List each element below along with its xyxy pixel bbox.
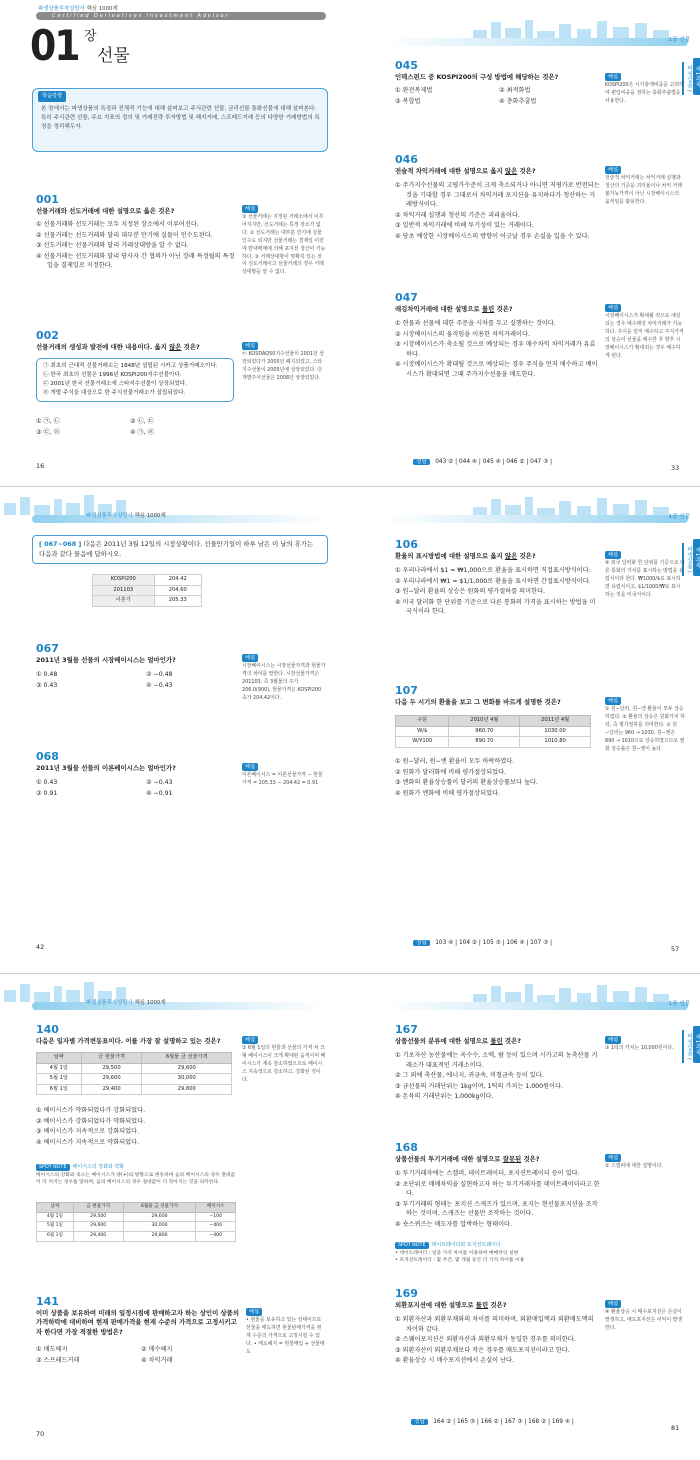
- option: ③ ㉢, ㉣: [36, 428, 60, 436]
- explanation-text: 시장베이시스가 확대될 것으로 예상되는 경우 매수래깅 차익거래가 가능하다. 주식을 먼저 매수하고 주식가격의 상승이 선물을 매수한 후 향후 시장베이시스가 확대되는 경우 매수하게 된다.: [605, 313, 684, 359]
- option: ① 완전복제법: [395, 87, 433, 94]
- option: ② 우리나라에서 ₩1 = $1/1,000로 환율을 표시하면 간접표시방식이다.: [395, 577, 591, 585]
- header-tag: 파생상품투자상담사 핵심 1000제: [86, 1000, 166, 1006]
- option: ① 외환자산과 외환부채와의 차이를 의미하며, 외환매입액과 외환매도액의 차이와 같다.: [395, 1316, 594, 1333]
- page-16: [0, 0, 350, 485]
- option: ④ −0.91: [146, 789, 173, 797]
- option: ④ 미국 달러화 한 단위를 기준으로 다른 통화의 가격을 표시하는 방법을 미국식이라 한다.: [395, 598, 596, 616]
- spot-note-title: 데이트레이더와 포지션트레이더: [431, 1242, 501, 1248]
- option: ③ 0.43: [36, 681, 58, 689]
- option: ② 초단위로 매매차익을 실현하고자 하는 투기거래자를 데이트레이더라고 한다.: [395, 1180, 600, 1198]
- option: ④ 원화가 엔화에 비해 평가절상되었다.: [395, 789, 501, 797]
- spot-note-label: SPOT NOTE: [395, 1242, 429, 1249]
- study-direction-text: 본 장에서는 파생상품의 특징과 전체적 기능에 대해 살펴보고 주식관련 선물, 금리선물 통화선물에 대해 살펴본다. 특히 주식관련 선물, 주요 지표의 정의 및 거래전략 투자방법 및 헤지거래, 스프레드거래 등의 다양한 거래방법의 특징을 정리해두자.: [41, 106, 320, 131]
- question-text: 상품선물의 투기거래에 대한 설명으로 잘못된 것은?: [395, 1155, 540, 1163]
- explanation-text: ① 선물거래는 지정된 거래소에서 이루어지지만, 선도거래는 특정 장소가 없다. ② 선도거래는 대부분 만기에 실물인수도 되지만 선물거래는 결제일 이전에 반대매매에 의해 포지션 청산이 가능하다. ③ 거래상대방이 명확히 있는 것이 선도거래이고 선물거래의 경우 거래상대방을 알 수 없다.: [242, 214, 326, 276]
- option: ① 주가지수선물의 고평가수준이 크게 축소되거나 아니면 저평가로 반전되는 것을 기대할 경우 그대로서 차익거래 포지션을 유지하다가 청산하는 거래방식이다.: [395, 182, 600, 209]
- option: ① 선물거래와 선도거래는 모두 지정된 장소에서 이루어진다.: [36, 221, 199, 228]
- explanation: [605, 551, 685, 600]
- explanation-text: ① 원−달러, 원−엔 환율이 모두 상승하였다. ② 환율의 상승은 원화가치 하락, 즉 평가절하를 의미한다. ③ 원−달러는 960 → 1030, 원−엔은 890 → 1010으로 상승하였으므로 엔화 상승률은 원−엔이 높다.: [605, 706, 685, 752]
- option: ② −0.43: [146, 779, 173, 786]
- top-bar: [32, 1002, 328, 1010]
- options-list: [395, 1315, 600, 1367]
- explanation-text: ④ 환율상승 시 매수포지션은 손실이 발생하고, 매도포지션은 이익이 발생한다.: [605, 1309, 683, 1331]
- answer-list: 164 ② | 165 ③ | 166 ② | 167 ③ | 168 ② | 169 ④ |: [433, 1419, 574, 1425]
- side-tab-section: 파생상품 I: [682, 1030, 692, 1063]
- side-tab-subject: 제1과목: [693, 1026, 700, 1063]
- question-number: 001: [36, 193, 59, 206]
- spot-note: [36, 1164, 236, 1187]
- explanation: [242, 763, 326, 788]
- side-tab-section: 파생상품 I: [682, 62, 692, 95]
- chapter-label: 1장 선물: [668, 514, 690, 520]
- option: ③ 복합법: [395, 97, 421, 105]
- question-text: 래깅차익거래에 대한 설명으로 틀린 것은?: [395, 305, 513, 313]
- side-tab-section: 파생상품 I: [682, 543, 692, 576]
- spot-note-line: • 데이트레이더 : 일중 가격 차이를 이용하여 매매차익 실현: [395, 1250, 519, 1256]
- explanation-label: 해설: [605, 697, 621, 705]
- explanation-text: • 현물을 보유하고 있는 상태이므로 선물을 매도하면 현물판매가격을 현재 수준의 가격으로 고정시킬 수 있다. • 매도헤지 = 현물매입 + 선물매도: [246, 1317, 325, 1355]
- answer-list: 043 ② | 044 ④ | 045 ④ | 046 ② | 047 ③ |: [435, 459, 553, 465]
- price-table: 날짜 금 현물가격 6월물 금 선물가격 4월 1일 29,500 29,600 5월 1일 29,600 30,000 6월 1일 29,400 29,800: [36, 1052, 232, 1095]
- page-33: [353, 0, 700, 485]
- option: ① 원−달러, 원−엔 환율이 모두 하락하였다.: [395, 758, 515, 765]
- question-text: 외환포지션에 대한 설명으로 틀린 것은?: [395, 1301, 507, 1309]
- header-tag: 파생상품투자상담사 핵심 1000제: [38, 6, 118, 12]
- skyline-decoration: [4, 980, 144, 1002]
- options-grid: [395, 87, 595, 107]
- option: ③ 일반적 차익거래에 비해 투기성이 있는 거래이다.: [395, 222, 534, 230]
- question-number: 047: [395, 291, 418, 304]
- option: ④ 돈육의 거래단위는 1,000kg이다.: [395, 1093, 494, 1101]
- options-list: [395, 1051, 600, 1103]
- question-text: 선물거래의 생성과 발전에 대한 내용이다. 옳지 않은 것은?: [36, 343, 200, 351]
- passage-text: 다음은 2011년 3월 12일의 시장상황이다. 선물만기일이 하루 남은 이 날의 휴가는 다음과 같다 물음에 답하시오.: [39, 540, 314, 559]
- option: ③ 시장베이시스가 축소될 것으로 예상되는 경우 매수차익 차익거래가 유효하다.: [395, 341, 596, 358]
- option: ③ 0.91: [36, 789, 58, 797]
- explanation: [605, 697, 685, 753]
- explanation-text: 시장베이시스는 시장선물가격과 현물가격의 차이를 말한다. 시장선물가격은 201103, 즉 3월물의 주가 206.0(900), 현물가격은 KOSPI200 즉가 204.42이다.: [242, 663, 326, 701]
- explanation: [242, 1036, 326, 1085]
- option: ② 베이시스가 강화되었다가 약화되었다.: [36, 1117, 146, 1125]
- explanation-label: 해설: [242, 342, 258, 350]
- spot-note: [395, 1242, 600, 1265]
- statement: ㉡ 한국 최초의 선물은 1996년 KOSPI200지수선물이다.: [43, 371, 182, 378]
- option: ② 시장베이시스의 움직임을 이용한 차익거래이다.: [395, 330, 530, 338]
- side-tab-subject: 제1과목: [693, 539, 700, 576]
- option: ① 0.48: [36, 671, 58, 678]
- chapter-suffix: 장: [84, 29, 97, 44]
- study-direction-label: 학습방향: [38, 91, 66, 102]
- question-text: 전술적 차익거래에 대한 설명으로 옳지 않은 것은?: [395, 167, 536, 175]
- option: ② −0.48: [146, 671, 173, 678]
- statement: ㉠ 최초의 근대적 선물거래소는 1848년 설립된 시카고 상품거래소이다.: [43, 363, 218, 369]
- option: ④ 당초 예상한 시장베이시스의 방향이 어긋날 경우 손실을 입을 수 있다.: [395, 233, 590, 241]
- explanation-label: 해설: [605, 1036, 621, 1044]
- answer-label: 정답: [413, 940, 430, 946]
- passage-range: [ 067~068 ]: [39, 540, 82, 548]
- explanation: [242, 654, 326, 703]
- top-bar: [383, 1002, 688, 1010]
- question-text: 선물거래와 선도거래에 대한 설명으로 옳은 것은?: [36, 207, 175, 215]
- chapter-number: 01: [30, 21, 79, 70]
- option: ④ 시장베이시스가 확대될 것으로 예상되는 경우 주식을 먼저 매수하고 베이시스가 확대되면 그때 주가지수선물을 매도한다.: [395, 361, 598, 379]
- option: ② 매수헤지: [141, 1346, 173, 1353]
- answer-label: 정답: [413, 459, 430, 465]
- option: ③ 외환자산이 외환부채보다 작은 경우를 매도포지션이라고 한다.: [395, 1346, 570, 1354]
- option: ① 투기거래자에는 스캘퍼, 데이트레이더, 포지션트레이더 등이 있다.: [395, 1170, 580, 1177]
- side-tab: [687, 1026, 700, 1063]
- spot-note-text: 베이시스의 강화와 축소는 베이시스가 양(+)의 방향으로 변동하며 음의 베이시스의 경우 절대값이 더 커지는 경우를 말하며, 음의 베이시스의 경우 절대값이 더 작아지는 것을 의미한다.: [36, 1172, 236, 1186]
- explanation-label: 해설: [242, 654, 258, 662]
- question-text: 인덱스펀드 중 KOSPI200의 구성 방법에 해당하는 것은?: [395, 73, 559, 81]
- answer-key: [413, 939, 552, 947]
- question-number: 046: [395, 153, 418, 166]
- question-number: 002: [36, 329, 59, 342]
- statement: ㉣ 개별 주식을 대상으로 한 주식선물거래소가 설립되었다.: [43, 389, 186, 396]
- explanation-label: 해설: [605, 304, 621, 312]
- question-number: 045: [395, 59, 418, 72]
- question-text: 다음은 일자별 가격변동표이다. 이를 가장 잘 설명하고 있는 것은?: [36, 1037, 221, 1045]
- option: ② 스퀘어포지션은 외환자산과 외환부채가 동일한 경우를 의미한다.: [395, 1336, 576, 1344]
- question-number: 167: [395, 1023, 418, 1036]
- question-number: 068: [36, 750, 59, 763]
- option: ② 그 외에 축산물, 에너지, 귀금속, 비철금속 등이 있다.: [395, 1072, 544, 1080]
- basis-table: 날짜 금 현물가격 6월물 금 선물가격 베이시스 4월 1일 29,500 29,600 −100 5월 1일 29,600 30,000 −400 6월 1일 29,400 29,800 −400: [36, 1202, 236, 1242]
- passage-box: [32, 535, 328, 564]
- options-list: [36, 220, 236, 272]
- explanation: [605, 1036, 685, 1053]
- explanation-label: 해설: [605, 1300, 621, 1308]
- option: ② 선물거래는 선도거래와 달리 대부분 만기에 실물이 인수도된다.: [36, 231, 213, 239]
- options-list: [395, 319, 600, 381]
- explanation: [605, 1154, 685, 1171]
- question-number: 106: [395, 538, 418, 551]
- question-text: 2011년 3월물 선물의 시장베이시스는 얼마인가?: [36, 656, 176, 664]
- study-direction-box: [32, 88, 328, 152]
- option: ③ 스프레드거래: [36, 1356, 80, 1364]
- page-number: 70: [36, 1430, 45, 1438]
- explanation-label: 해설: [605, 166, 621, 174]
- page-number: 33: [671, 464, 680, 472]
- option: ③ 금선물의 거래단위는 1kg이며, 1틱의 가치는 1,000원이다.: [395, 1082, 563, 1090]
- statement-box: [36, 358, 234, 402]
- option: ④ 차익거래: [141, 1356, 173, 1364]
- skyline-decoration: [473, 18, 688, 40]
- explanation-label: 해설: [605, 73, 621, 81]
- question-number: 067: [36, 642, 59, 655]
- options-list: [395, 566, 600, 618]
- option: ④ ㉠, ㉣: [130, 428, 154, 436]
- chapter-label: 1장 선물: [668, 37, 690, 43]
- option: ③ 엔화의 환율상승률이 달러의 환율상승률보다 높다.: [395, 779, 538, 787]
- options-list: [395, 1169, 600, 1231]
- page-number: 81: [671, 1424, 680, 1432]
- options-grid: [36, 779, 216, 799]
- explanation: [605, 166, 685, 207]
- chapter-title: 선물: [97, 46, 130, 66]
- spot-note-line: • 포지션트레이더 : 몇 주간, 몇 개월 동안 더 가격 차이를 이용: [395, 1258, 525, 1264]
- explanation: [246, 1308, 326, 1357]
- page-70: [0, 974, 350, 1460]
- option: ③ 선도거래는 선물거래와 달리 거래상대방을 알 수 없다.: [36, 242, 189, 250]
- explanation-label: 해설: [242, 1036, 258, 1044]
- option: ④ 숏스퀴즈는 매도자를 압박하는 형태이다.: [395, 1221, 512, 1229]
- page-number: 57: [671, 945, 680, 953]
- options-grid: [36, 671, 216, 691]
- option: ④ 환율상승 시 매수포지션에서 손실이 난다.: [395, 1357, 514, 1365]
- option: ③ 원−달러 환율의 상승은 원화의 평가절하를 의미한다.: [395, 588, 546, 596]
- explanation-text: ② 스캘퍼에 대한 설명이다.: [605, 1163, 663, 1170]
- explanation-label: 해설: [242, 763, 258, 771]
- explanation-label: 해설: [605, 551, 621, 559]
- chapter-ribbon: Certified Derivatives Investment Advisor: [36, 12, 326, 20]
- options-grid: [36, 418, 216, 438]
- top-bar: [383, 38, 688, 46]
- option: ① 0.43: [36, 779, 58, 786]
- option: ② ㉡, ㉢: [130, 418, 154, 425]
- explanation: [242, 342, 326, 383]
- side-tab-subject: 제1과목: [693, 58, 700, 95]
- option: ② 원화가 달러화에 비해 평가절상되었다.: [395, 768, 507, 776]
- explanation: [242, 205, 326, 277]
- question-text: 2011년 3월물 선물의 이론베이시스는 얼마인가?: [36, 764, 176, 772]
- explanation-text: ㉢ KOSDAQ50지수선물이 2001년 상장되었다가 2005년 폐지되었고, 스타지수선물이 2005년에 상장되었다. ㉣ 개별주식선물은 2008년 상장되었다.: [242, 351, 324, 381]
- question-number: 107: [395, 684, 418, 697]
- spot-note-title: 베이시스의 강화와 약화: [72, 1164, 124, 1170]
- options-list: [395, 181, 600, 243]
- side-tab: [687, 539, 700, 576]
- option: ② 차익거래 실행과 청산의 기준은 괴리율이다.: [395, 211, 520, 219]
- skyline-decoration: [473, 495, 688, 517]
- statement: ㉢ 2001년 한국 선물거래소에 스타지수선물이 상장되었다.: [43, 380, 187, 387]
- option: ② 최적화법: [499, 87, 531, 94]
- market-table: KOSPI200 204.42 201103 204.60 이론가 205.33: [92, 574, 202, 607]
- option: ① 베이시스가 약화되었다가 강화되었다.: [36, 1107, 146, 1114]
- side-tab: [687, 58, 700, 95]
- option: ① 현물과 선물에 대한 주문을 시차를 두고 실행하는 것이다.: [395, 320, 556, 327]
- question-number: 141: [36, 1295, 59, 1308]
- question-number: 169: [395, 1287, 418, 1300]
- exchange-rate-table: 구분 2010년 4월 2011년 4월 W/$ 960.70 1030.00 W/¥100 890.70 1010.80: [395, 715, 591, 748]
- option: ① ㉠, ㉡: [36, 418, 60, 425]
- answer-label: 정답: [411, 1419, 428, 1425]
- page-57: [353, 487, 700, 972]
- skyline-decoration: [4, 493, 144, 515]
- explanation-text: 전술적 차익거래는 차익거래 실행과 청산의 기준을 괴리율이나 차익 거래 불가능가격이 아닌 시장베이시스의 움직임을 활용한다.: [605, 175, 683, 205]
- options-grid: [36, 1346, 216, 1366]
- spot-note-label: SPOT NOTE: [36, 1164, 70, 1171]
- explanation: [605, 1300, 685, 1333]
- explanation: [605, 73, 685, 106]
- option: ④ 선물거래는 선도거래와 달리 당사자 간 협의가 아닌 장래 특정월의 특정일을 결제일로 지정한다.: [36, 252, 235, 270]
- option: ③ 베이시스가 지속적으로 강화되었다.: [36, 1128, 140, 1136]
- top-bar: [32, 515, 328, 523]
- explanation-label: 해설: [605, 1154, 621, 1162]
- skyline-decoration: [473, 982, 688, 1004]
- question-text: 상품선물의 분류에 대한 설명으로 틀린 것은?: [395, 1037, 521, 1045]
- explanation-text: ① 6월 1일의 현물과 선물의 가격 차 크형 베이시스이 크게 확대된 움직이며 베이시스가 계속 감소하였으므로 베이시스 지속적으로 감소하고, 강화된 것이다.: [242, 1045, 326, 1083]
- option: ④ 층화추출법: [499, 97, 537, 105]
- option: ④ 베이시스가 지속적으로 약화되었다.: [36, 1138, 140, 1146]
- question-number: 168: [395, 1141, 418, 1154]
- explanation-text: 이론베이시스 = 이론선물가격 − 현물가격 = 205.33 − 204.42 = 0.91: [242, 772, 323, 787]
- question-text: 환율의 표시방법에 대한 설명으로 옳지 않은 것은?: [395, 552, 536, 560]
- top-bar: [383, 515, 688, 523]
- question-text: 다음 두 시기의 환율을 보고 그 변화를 바르게 설명한 것은?: [395, 698, 561, 706]
- header-tag: 파생상품투자상담사 핵심 1000제: [86, 513, 166, 519]
- option: ④ −0.43: [146, 681, 173, 689]
- option: ① 매도헤지: [36, 1346, 68, 1353]
- page-81: [353, 974, 700, 1460]
- question-text: 이미 상품을 보유하여 미래의 일정시점에 판매하고자 하는 상인이 상품의 가격하락에 대비하여 현재 판매가격을 현재 수준의 가격으로 고정시키고자 한다면 가장 적절한 방법은?: [36, 1309, 239, 1336]
- options-list: [36, 1106, 236, 1148]
- explanation-text: ③ 1틱의 가치는 10,000원이다.: [605, 1045, 674, 1052]
- option: ① 우리나라에서 $1 = ₩1,000으로 환율을 표시하면 직접표시방식이다.: [395, 567, 591, 574]
- page-number: 16: [36, 462, 45, 470]
- page-number: 42: [36, 943, 45, 951]
- answer-list: 103 ④ | 104 ② | 105 ③ | 106 ④ | 107 ③ |: [435, 940, 553, 946]
- explanation-text: ④ 외국 달러화 한 단위를 기준으로 다른 통화의 가치를 표시하는 방법을 유럽식이라 한다. ₩1000/$로 표시하면 유럽식이고, $1/1000/₩로 표시하는 것을 미국식이다.: [605, 560, 685, 598]
- chapter-label: 1장 선물: [668, 1001, 690, 1007]
- answer-key: [413, 458, 552, 466]
- explanation-label: 해설: [246, 1308, 262, 1316]
- question-number: 140: [36, 1023, 59, 1036]
- option: ③ 투기거래의 형태는 포지션 스캐즈가 있으며, 포지는 현선물포지션을 조작하는 것이며, 스캐즈는 선물만 조작하는 것이다.: [395, 1200, 598, 1218]
- options-list: [395, 757, 600, 799]
- explanation: [605, 304, 685, 360]
- explanation-text: KOSPI200은 시가총액비중을 고려하여 편입비중을 정하는 층화추출법을 사용한다.: [605, 82, 684, 104]
- option: ① 기초자산 농산물에는 옥수수, 소맥, 팜 등이 있으며 시카고의 농축산물 거래소가 대표적인 거래소이다.: [395, 1052, 598, 1069]
- page-42: [0, 487, 350, 972]
- answer-key: [411, 1418, 574, 1426]
- explanation-label: 해설: [242, 205, 258, 213]
